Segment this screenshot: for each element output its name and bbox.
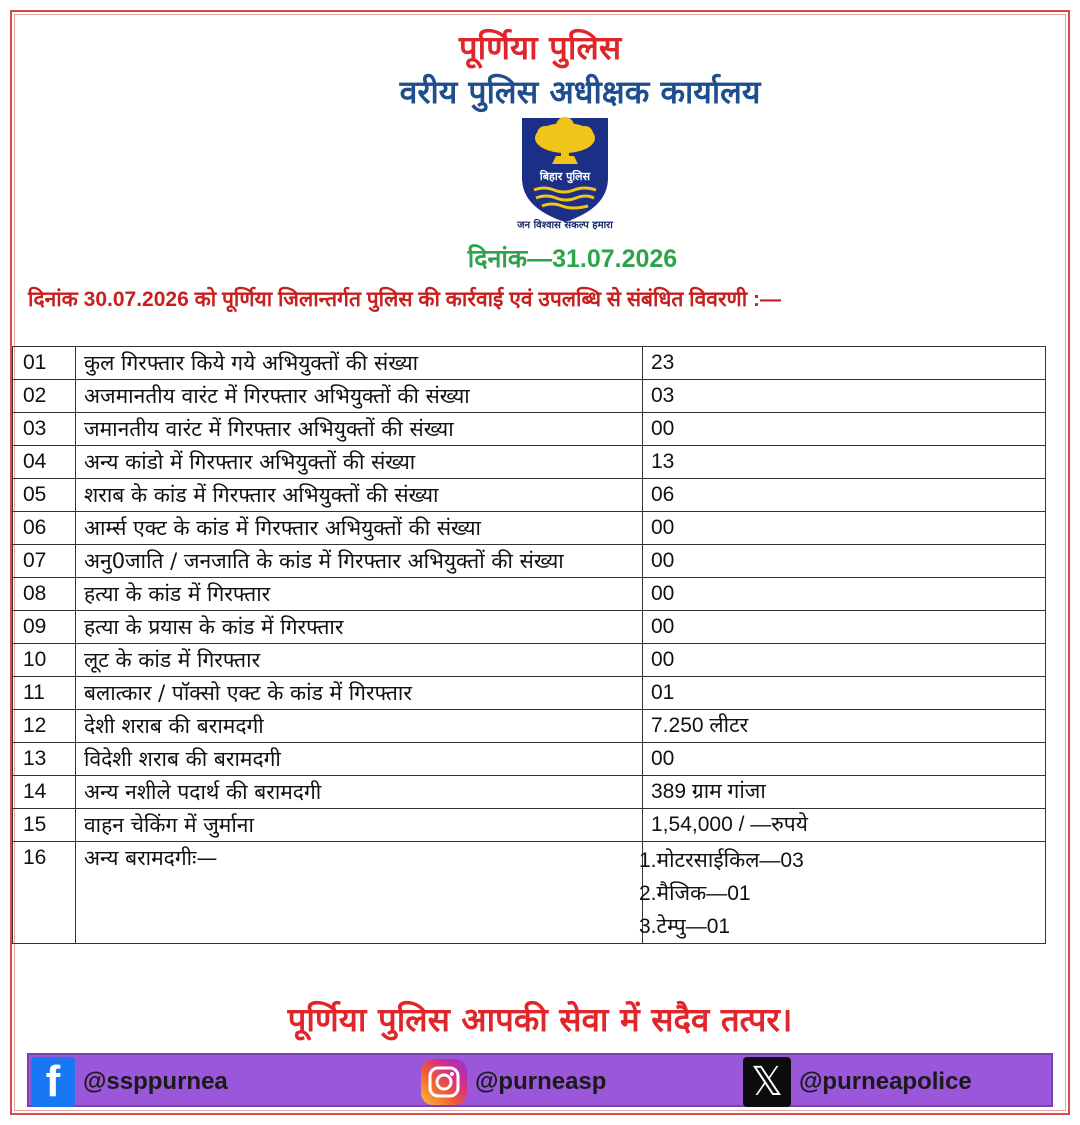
row-value: 00 (643, 578, 1046, 611)
row-value: 1,54,000 / —रुपये (643, 809, 1046, 842)
row-number: 16 (13, 842, 76, 944)
row-value: 00 (643, 743, 1046, 776)
row-description: वाहन चेकिंग में जुर्माना (76, 809, 643, 842)
row-description: हत्या के कांड में गिरफ्तार (76, 578, 643, 611)
row-description: हत्या के प्रयास के कांड में गिरफ्तार (76, 611, 643, 644)
row-number: 11 (13, 677, 76, 710)
social-bar (27, 1053, 1053, 1107)
slogan: पूर्णिया पुलिस आपकी सेवा में सदैव तत्पर। (287, 1000, 793, 1039)
bihar-police-emblem (500, 112, 630, 234)
table-row (13, 743, 1046, 776)
row-value: 00 (643, 413, 1046, 446)
instagram-handle: @purneasp (475, 1068, 607, 1095)
row-value: 13 (643, 446, 1046, 479)
row-value: 03 (643, 380, 1046, 413)
row-description: कुल गिरफ्तार किये गये अभियुक्तों की संख्या (76, 347, 643, 380)
row-number: 07 (13, 545, 76, 578)
table-row (13, 842, 1046, 944)
row-number: 02 (13, 380, 76, 413)
x-link[interactable] (743, 1055, 972, 1109)
row-number: 12 (13, 710, 76, 743)
facebook-icon: f (31, 1057, 75, 1107)
table-row (13, 479, 1046, 512)
row-value: 7.250 लीटर (643, 710, 1046, 743)
instagram-link[interactable] (421, 1055, 606, 1109)
table-row (13, 545, 1046, 578)
table-row (13, 644, 1046, 677)
report-table (12, 346, 1046, 944)
table-row (13, 710, 1046, 743)
row-number: 13 (13, 743, 76, 776)
row-value: 00 (643, 512, 1046, 545)
x-handle: @purneapolice (799, 1068, 972, 1095)
row-value: 23 (643, 347, 1046, 380)
row-value: 00 (643, 611, 1046, 644)
row-description: शराब के कांड में गिरफ्तार अभियुक्तों की संख्या (76, 479, 643, 512)
office-title: वरीय पुलिस अधीक्षक कार्यालय (399, 73, 761, 111)
row-description: देशी शराब की बरामदगी (76, 710, 643, 743)
x-icon: 𝕏 (743, 1057, 791, 1107)
row-number: 01 (13, 347, 76, 380)
row-number: 10 (13, 644, 76, 677)
row-value (639, 842, 1046, 944)
row-value: 00 (643, 644, 1046, 677)
row-number: 14 (13, 776, 76, 809)
facebook-handle: @ssppurnea (83, 1068, 228, 1095)
table-row (13, 677, 1046, 710)
table-row (13, 446, 1046, 479)
report-date: दिनांक—31.07.2026 (467, 245, 678, 273)
table-row (13, 776, 1046, 809)
table-row (13, 578, 1046, 611)
row-description: अन्य कांडो में गिरफ्तार अभियुक्तों की संख्या (76, 446, 643, 479)
row-value: 01 (643, 677, 1046, 710)
table-row (13, 413, 1046, 446)
table-row (13, 380, 1046, 413)
recovery-item: 3.टेम्पु—01 (639, 915, 731, 938)
page-title: पूर्णिया पुलिस (458, 28, 622, 67)
facebook-link[interactable] (31, 1055, 228, 1109)
row-description: लूट के कांड में गिरफ्तार (76, 644, 643, 677)
row-description: विदेशी शराब की बरामदगी (76, 743, 643, 776)
report-intro: दिनांक 30.07.2026 को पूर्णिया जिलान्तर्गत पुलिस की कार्रवाई एवं उपलब्धि से संबंधित विवरणी :— (28, 288, 781, 311)
row-description: अन्य नशीले पदार्थ की बरामदगी (76, 776, 643, 809)
police-motto: जन विश्वास संकल्प हमारा (517, 220, 613, 231)
row-number: 06 (13, 512, 76, 545)
table-row (13, 809, 1046, 842)
row-number: 05 (13, 479, 76, 512)
recovery-item: 1.मोटरसाईकिल—03 (639, 849, 804, 872)
table-row (13, 347, 1046, 380)
row-description: अजमानतीय वारंट में गिरफ्तार अभियुक्तों की संख्या (76, 380, 643, 413)
row-description: जमानतीय वारंट में गिरफ्तार अभियुक्तों की संख्या (76, 413, 643, 446)
row-number: 09 (13, 611, 76, 644)
row-description: बलात्कार / पॉक्सो एक्ट के कांड में गिरफ्तार (76, 677, 643, 710)
row-number: 08 (13, 578, 76, 611)
recovery-item: 2.मैजिक—01 (639, 882, 751, 905)
row-description: आर्म्स एक्ट के कांड में गिरफ्तार अभियुक्तों की संख्या (76, 512, 643, 545)
row-value: 389 ग्राम गांजा (643, 776, 1046, 809)
row-description: अनु0जाति / जनजाति के कांड में गिरफ्तार अभियुक्तों की संख्या (76, 545, 643, 578)
emblem-text: बिहार पुलिस (539, 170, 591, 183)
row-number: 04 (13, 446, 76, 479)
row-value: 00 (643, 545, 1046, 578)
row-number: 03 (13, 413, 76, 446)
table-row (13, 512, 1046, 545)
instagram-icon (421, 1059, 467, 1105)
row-number: 15 (13, 809, 76, 842)
row-description: अन्य बरामदगीः— (76, 842, 643, 944)
table-row (13, 611, 1046, 644)
row-value: 06 (643, 479, 1046, 512)
